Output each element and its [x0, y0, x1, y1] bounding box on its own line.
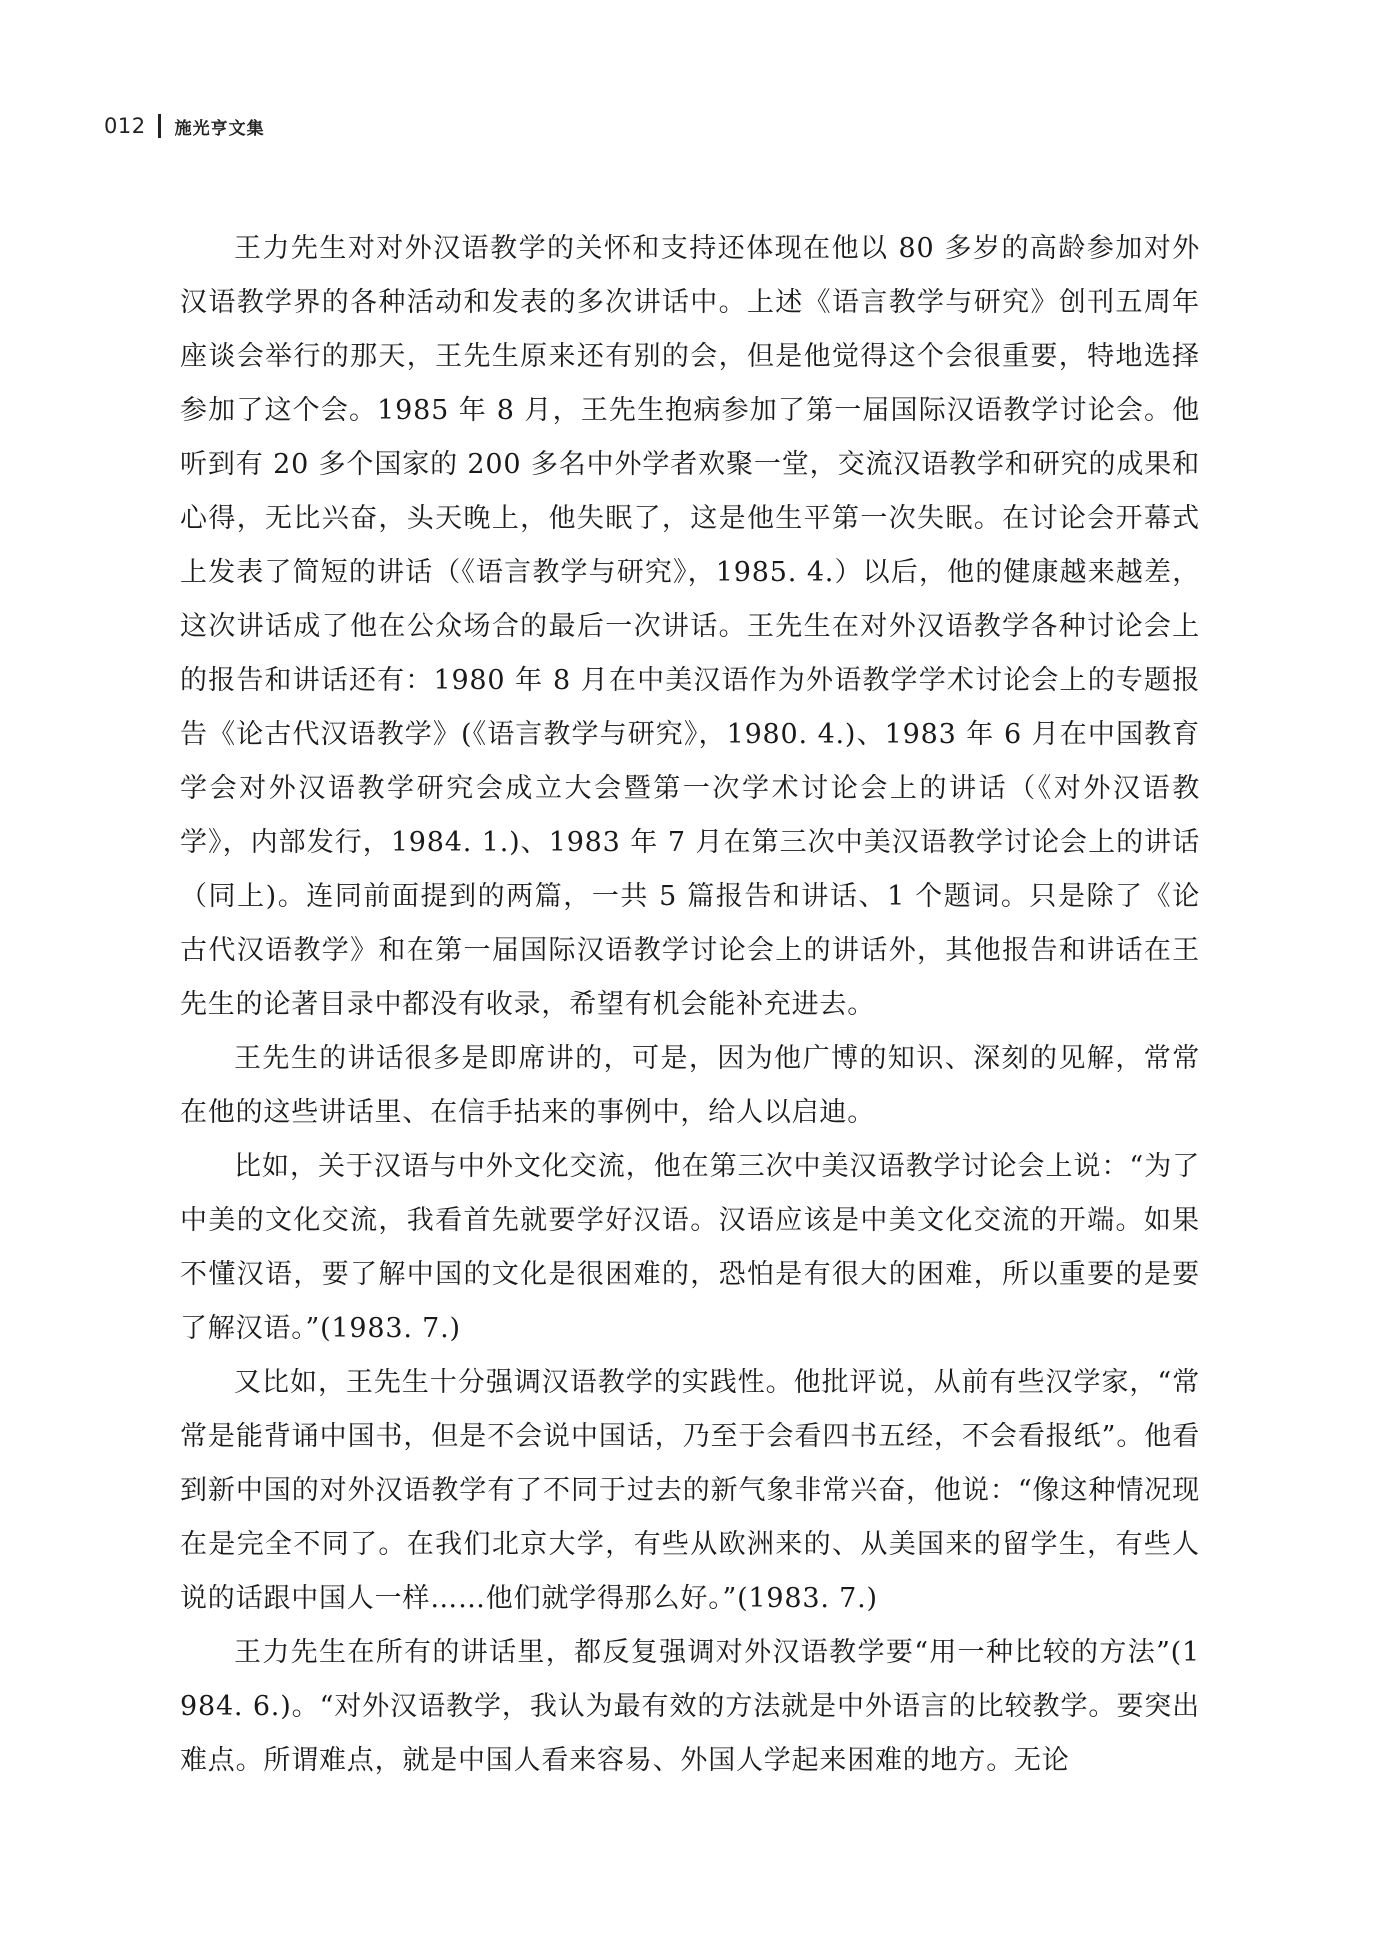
paragraph: 王力先生在所有的讲话里，都反复强调对外汉语教学要“用一种比较的方法”(1984. 6.)。“对外汉语教学，我认为最有效的方法就是中外语言的比较教学。要突出难点。所谓难点，就是中国人看来容易、外国人学起来困难的地方。无论	[180, 1637, 1200, 1776]
page-number: 012	[104, 114, 146, 138]
body-text	[180, 222, 1200, 1788]
running-head	[104, 110, 265, 142]
paragraph: 王先生的讲话很多是即席讲的，可是，因为他广博的知识、深刻的见解，常常在他的这些讲话里、在信手拈来的事例中，给人以启迪。	[180, 1043, 1200, 1128]
header-divider	[158, 114, 161, 138]
paragraph: 又比如，王先生十分强调汉语教学的实践性。他批评说，从前有些汉学家，“常常是能背诵中国书，但是不会说中国话，乃至于会看四书五经，不会看报纸”。他看到新中国的对外汉语教学有了不同于过去的新气象非常兴奋，他说：“像这种情况现在是完全不同了。在我们北京大学，有些从欧洲来的、从美国来的留学生，有些人说的话跟中国人一样……他们就学得那么好。”(1983. 7.)	[180, 1367, 1200, 1614]
paragraph: 比如，关于汉语与中外文化交流，他在第三次中美汉语教学讨论会上说：“为了中美的文化交流，我看首先就要学好汉语。汉语应该是中美文化交流的开端。如果不懂汉语，要了解中国的文化是很困难的，恐怕是有很大的困难，所以重要的是要了解汉语。”(1983. 7.)	[180, 1151, 1200, 1344]
paragraph: 王力先生对对外汉语教学的关怀和支持还体现在他以 80 多岁的高龄参加对外汉语教学界的各种活动和发表的多次讲话中。上述《语言教学与研究》创刊五周年座谈会举行的那天，王先生原来还有别的会，但是他觉得这个会很重要，特地选择参加了这个会。1985 年 8 月，王先生抱病参加了第一届国际汉语教学讨论会。他听到有 20 多个国家的 200 多名中外学者欢聚一堂，交流汉语教学和研究的成果和心得，无比兴奋，头天晚上，他失眠了，这是他生平第一次失眠。在讨论会开幕式上发表了简短的讲话（《语言教学与研究》，1985. 4.）以后，他的健康越来越差，这次讲话成了他在公众场合的最后一次讲话。王先生在对外汉语教学各种讨论会上的报告和讲话还有：1980 年 8 月在中美汉语作为外语教学学术讨论会上的专题报告《论古代汉语教学》(《语言教学与研究》，1980. 4.)、1983 年 6 月在中国教育学会对外汉语教学研究会成立大会暨第一次学术讨论会上的讲话（《对外汉语教学》，内部发行，1984. 1.)、1983 年 7 月在第三次中美汉语教学讨论会上的讲话（同上)。连同前面提到的两篇，一共 5 篇报告和讲话、1 个题词。只是除了《论古代汉语教学》和在第一届国际汉语教学讨论会上的讲话外，其他报告和讲话在王先生的论著目录中都没有收录，希望有机会能补充进去。	[180, 233, 1200, 1020]
book-title: 施光亨文集	[174, 118, 265, 139]
